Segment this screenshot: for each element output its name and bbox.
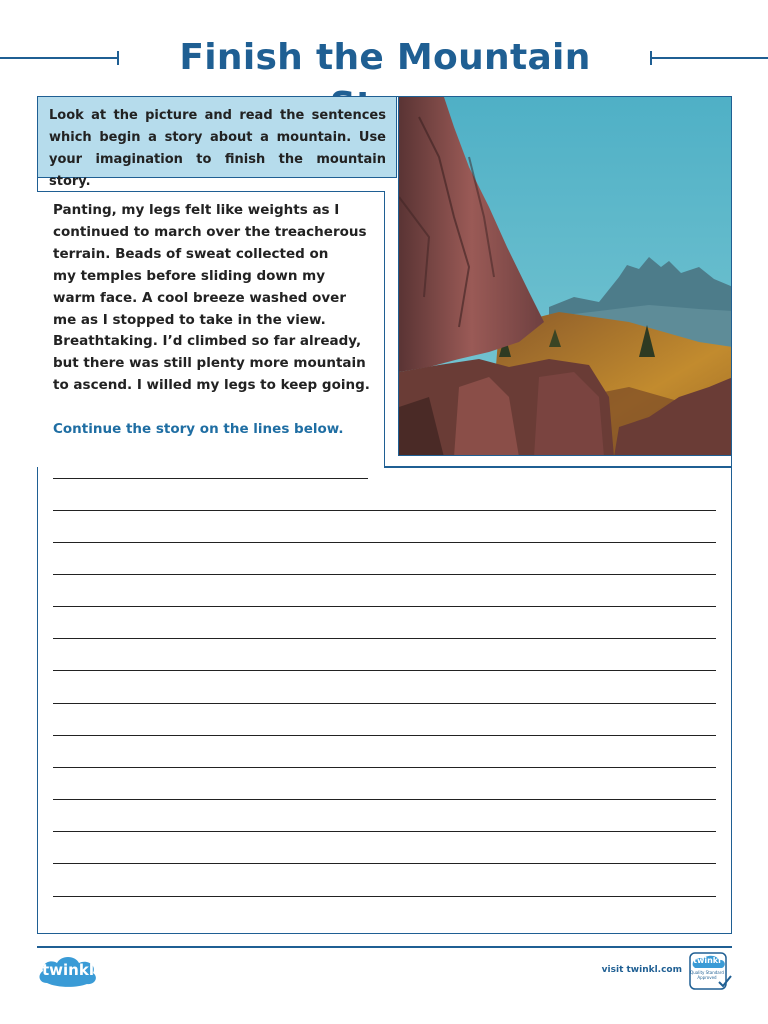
mountain-photo bbox=[398, 96, 732, 456]
writing-line[interactable] bbox=[53, 574, 716, 575]
story-opening bbox=[53, 200, 371, 397]
logo-text: twinkl bbox=[42, 961, 94, 979]
story-line: Panting, my legs felt like weights as I bbox=[53, 202, 340, 218]
story-line: warm face. A cool breeze washed over bbox=[53, 289, 346, 306]
writing-line[interactable] bbox=[53, 896, 716, 897]
visit-site-link[interactable]: visit twinkl.com bbox=[601, 965, 682, 975]
writing-line[interactable] bbox=[53, 831, 716, 832]
badge-caption: Quality Standard Approved bbox=[690, 970, 724, 980]
writing-line[interactable] bbox=[53, 542, 716, 543]
story-line: but there was still plenty more mountain bbox=[53, 355, 366, 372]
story-line: terrain. Beads of sweat collected on bbox=[53, 245, 329, 262]
quality-badge bbox=[689, 952, 733, 992]
story-box-bottom-rule bbox=[384, 466, 732, 468]
writing-line[interactable] bbox=[53, 863, 716, 864]
title-rule-left bbox=[0, 57, 118, 59]
writing-line[interactable] bbox=[53, 638, 716, 639]
story-line: my temples before sliding down my bbox=[53, 267, 326, 284]
writing-line[interactable] bbox=[53, 606, 716, 607]
story-line: continued to march over the treacherous bbox=[53, 223, 367, 240]
writing-line[interactable] bbox=[53, 670, 716, 671]
writing-line[interactable] bbox=[53, 510, 716, 511]
writing-line[interactable] bbox=[53, 735, 716, 736]
instruction-box: Look at the picture and read the sentences which begin a story about a mountain. Use your imagination to finish the mountain story. bbox=[37, 96, 397, 178]
story-line: to ascend. I willed my legs to keep going. bbox=[53, 377, 370, 394]
writing-line[interactable] bbox=[53, 478, 368, 479]
continue-prompt: Continue the story on the lines below. bbox=[53, 421, 344, 437]
badge-brand: twinkl bbox=[693, 956, 721, 965]
story-line: Breathtaking. I’d climbed so far already, bbox=[53, 333, 362, 350]
title-rule-right bbox=[652, 57, 768, 59]
footer-rule bbox=[37, 946, 732, 948]
writing-line[interactable] bbox=[53, 799, 716, 800]
twinkl-logo[interactable] bbox=[37, 953, 99, 989]
writing-line[interactable] bbox=[53, 703, 716, 704]
page-title: Finish the Mountain bbox=[179, 37, 591, 78]
story-line: me as I stopped to take in the view. bbox=[53, 311, 326, 328]
writing-line[interactable] bbox=[53, 767, 716, 768]
mountain-photo-graphic bbox=[399, 97, 732, 456]
